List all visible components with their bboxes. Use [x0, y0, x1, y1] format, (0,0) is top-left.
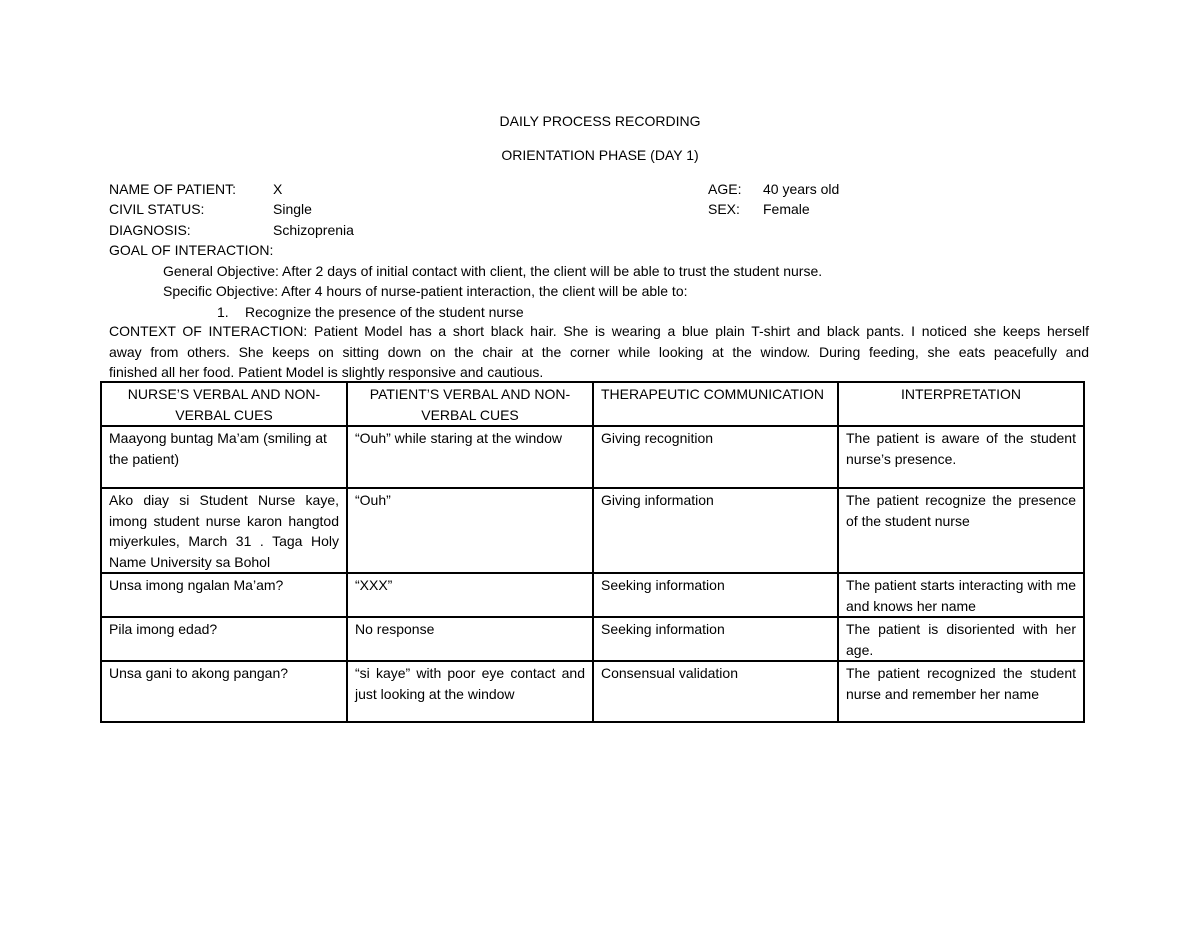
civil-status-label: CIVIL STATUS:	[109, 201, 205, 217]
age-label: AGE:	[708, 181, 742, 197]
phase-title: ORIENTATION PHASE (DAY 1)	[501, 147, 699, 163]
sex-value: Female	[763, 201, 810, 217]
context-of-interaction	[109, 321, 1089, 383]
header-patient-cues: PATIENT’S VERBAL AND NON-VERBAL CUES	[347, 382, 593, 426]
objective-item-number: 1.	[217, 304, 229, 320]
sex-label: SEX:	[708, 201, 740, 217]
interpretation-cell: The patient is disoriented with her age.	[838, 617, 1084, 661]
communication-cell: Giving recognition	[593, 426, 838, 488]
context-line-2: away from others. She keeps on sitting down on the chair at the corner while looking at the window. During feeding, she eats peacefully and	[109, 343, 1089, 360]
communication-cell: Consensual validation	[593, 661, 838, 722]
objective-item-text: Recognize the presence of the student nurse	[245, 304, 524, 320]
context-line-1: CONTEXT OF INTERACTION: Patient Model has a short black hair. She is wearing a blue plain T-shirt and black pants. I noticed she keeps herself	[109, 323, 1089, 339]
communication-cell: Seeking information	[593, 573, 838, 617]
nurse-cue-cell: Unsa gani to akong pangan?	[101, 661, 347, 722]
patient-cue-cell: “XXX”	[347, 573, 593, 617]
general-objective: General Objective: After 2 days of initial contact with client, the client will be able to trust the student nurse.	[163, 263, 823, 279]
age-value: 40 years old	[763, 181, 840, 197]
interpretation-cell: The patient recognize the presence of the student nurse	[838, 488, 1084, 573]
interpretation-cell: The patient starts interacting with me and knows her name	[838, 573, 1084, 617]
specific-objective: Specific Objective: After 4 hours of nurse-patient interaction, the client will be able to:	[163, 283, 688, 299]
table-row	[101, 573, 1084, 617]
diagnosis-value: Schizoprenia	[273, 222, 354, 238]
patient-cue-cell: No response	[347, 617, 593, 661]
document-title: DAILY PROCESS RECORDING	[499, 113, 701, 129]
patient-cue-cell: “Ouh”	[347, 488, 593, 573]
table-row	[101, 661, 1084, 722]
interpretation-cell: The patient is aware of the student nurse’s presence.	[838, 426, 1084, 488]
header-nurse-cues: NURSE’S VERBAL AND NON-VERBAL CUES	[101, 382, 347, 426]
nurse-cue-cell: Unsa imong ngalan Ma’am?	[101, 573, 347, 617]
nurse-cue-cell: Maayong buntag Ma’am (smiling at the patient)	[101, 426, 347, 488]
goal-heading: GOAL OF INTERACTION:	[109, 242, 274, 258]
name-label: NAME OF PATIENT:	[109, 181, 237, 197]
name-value: X	[273, 181, 283, 197]
context-line-3: finished all her food. Patient Model is slightly responsive and cautious.	[109, 364, 544, 380]
patient-cue-cell: “si kaye” with poor eye contact and just looking at the window	[347, 661, 593, 722]
table-header-row	[101, 382, 1084, 426]
table-row	[101, 426, 1084, 488]
table-row	[101, 488, 1084, 573]
interpretation-cell: The patient recognized the student nurse and remember her name	[838, 661, 1084, 722]
header-interpretation: INTERPRETATION	[838, 382, 1084, 426]
process-recording-table	[100, 381, 1085, 723]
nurse-cue-cell: Pila imong edad?	[101, 617, 347, 661]
header-therapeutic-communication: THERAPEUTIC COMMUNICATION	[593, 382, 838, 426]
table-row	[101, 617, 1084, 661]
civil-status-value: Single	[273, 201, 312, 217]
communication-cell: Seeking information	[593, 617, 838, 661]
patient-cue-cell: “Ouh” while staring at the window	[347, 426, 593, 488]
nurse-cue-cell: Ako diay si Student Nurse kaye, imong student nurse karon hangtod miyerkules, March 31 . Taga Holy Name University sa Bohol	[101, 488, 347, 573]
diagnosis-label: DIAGNOSIS:	[109, 222, 191, 238]
communication-cell: Giving information	[593, 488, 838, 573]
